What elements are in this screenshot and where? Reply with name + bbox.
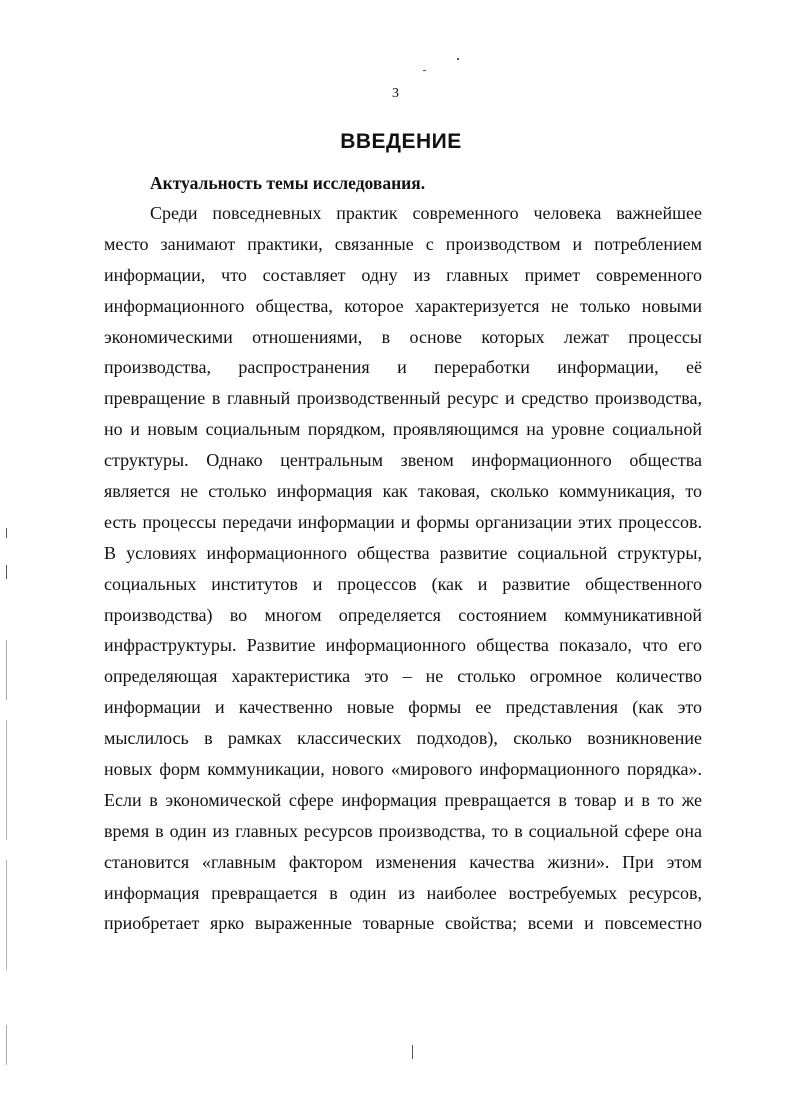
scan-artifact [6,640,7,700]
text-line: производства) во многом определяется состоянием коммуникативной [104,604,702,625]
text-line: информационного общества, которое характеризуется не только новыми [104,295,702,316]
text-line: социальных институтов и процессов (как и развитие общественного [104,573,702,594]
text-line: мыслилось в рамках классических подходов), сколько возникновение [104,728,702,749]
text-line: есть процессы передачи информации и формы организации этих процессов. [104,511,702,532]
section-heading: ВВЕДЕНИЕ [340,130,462,153]
scan-artifact [6,860,7,970]
text-line: но и новым социальным порядком, проявляющимся на уровне социальной [104,419,702,440]
text-line: новых форм коммуникации, нового «мирового информационного порядка». [104,759,702,780]
text-line: время в один из главных ресурсов производства, то в социальной сфере она [104,820,702,841]
text-line: информация превращается в один из наиболее востребуемых ресурсов, [104,882,702,903]
text-line: определяющая характеристика это – не столько огромное количество [104,666,702,687]
text-line: производства, распространения и переработки информации, её [104,357,702,378]
text-line: становится «главным фактором изменения качества жизни». При этом [104,851,702,872]
scan-artifact [412,1045,413,1059]
scan-artifact [6,1025,7,1065]
text-line: инфраструктуры. Развитие информационного общества показало, что его [104,635,702,656]
text-line: информации и качественно новые формы ее представления (как это [104,697,702,718]
text-line: превращение в главный производственный ресурс и средство производства, [104,388,702,409]
text-line: приобретает ярко выраженные товарные свойства; всеми и повсеместно [104,913,702,934]
text-line: Среди повседневных практик современного человека важнейшее [150,203,702,223]
text-line: экономическими отношениями, в основе которых лежат процессы [104,326,702,347]
text-line: место занимают практики, связанные с производством и потреблением [104,233,702,254]
body-paragraph [104,198,702,939]
scan-artifact [6,720,7,840]
subsection-heading: Актуальность темы исследования. [150,173,426,193]
scan-artifact [6,565,7,579]
page-number: 3 [392,86,399,101]
text-line: Если в экономической сфере информация превращается в товар и в то же [104,789,702,810]
text-line: структуры. Однако центральным звеном информационного общества [104,450,702,471]
text-line: является не столько информация как таковая, сколько коммуникация, то [104,481,702,502]
scan-artifact [6,528,7,538]
text-line: информации, что составляет одну из главных примет современного [104,264,702,285]
text-line: В условиях информационного общества развитие социальной структуры, [104,542,702,563]
scan-artifact [457,58,459,60]
scan-artifact [423,70,426,71]
